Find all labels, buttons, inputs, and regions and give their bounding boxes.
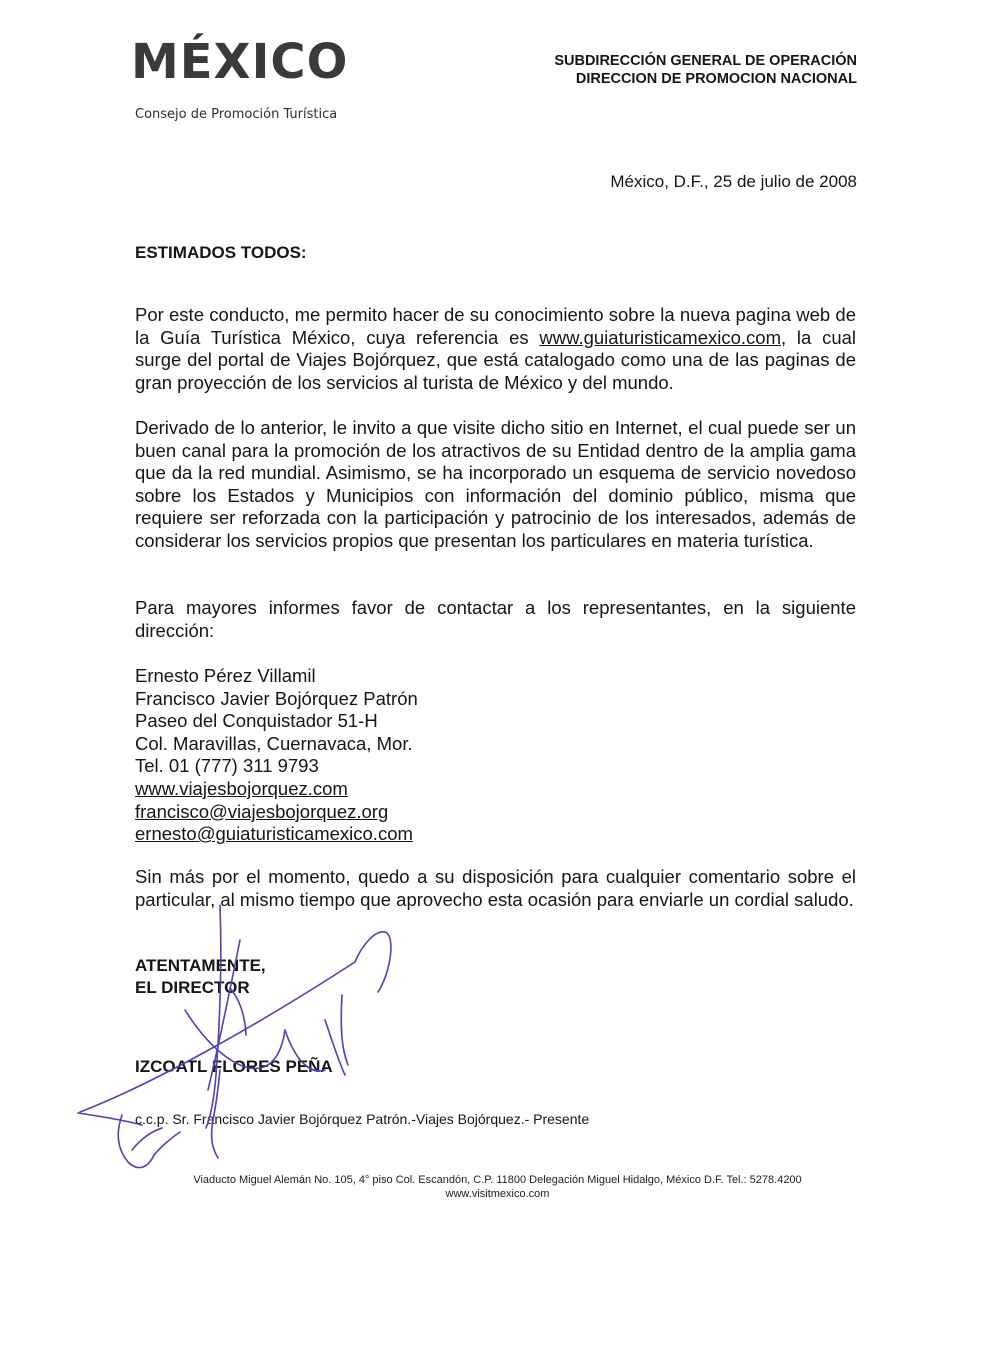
closing-line-1: ATENTAMENTE, bbox=[135, 956, 266, 975]
office-line-2: DIRECCION DE PROMOCION NACIONAL bbox=[575, 71, 857, 87]
paragraph-4-text: Sin más por el momento, quedo a su disposición para cualquier comentario sobre el particular, al mismo tiempo que aprovecho esta ocasión para enviarle un cordial saludo. bbox=[135, 866, 856, 910]
paragraph-2 bbox=[135, 417, 856, 553]
paragraph-3 bbox=[135, 597, 856, 642]
paragraph-1 bbox=[135, 304, 856, 394]
contact-phone: Tel. 01 (777) 311 9793 bbox=[135, 755, 319, 777]
letter-date: México, D.F., 25 de julio de 2008 bbox=[610, 172, 857, 191]
office-heading bbox=[554, 52, 857, 88]
contact-address-1: Paseo del Conquistador 51-H bbox=[135, 710, 378, 732]
footer-website: www.visitmexico.com bbox=[445, 1188, 550, 1200]
handwritten-signature bbox=[70, 900, 430, 1190]
contact-block bbox=[135, 665, 856, 846]
contact-website-link[interactable]: www.viajesbojorquez.com bbox=[135, 777, 348, 799]
logo-subtitle: Consejo de Promoción Turística bbox=[135, 107, 338, 122]
footer bbox=[0, 1173, 995, 1201]
contact-address-2: Col. Maravillas, Cuernavaca, Mor. bbox=[135, 732, 413, 754]
closing-block bbox=[135, 955, 266, 999]
contact-name-1: Ernesto Pérez Villamil bbox=[135, 665, 316, 686]
salutation: ESTIMADOS TODOS: bbox=[135, 243, 307, 262]
contact-name-2: Francisco Javier Bojórquez Patrón bbox=[135, 687, 418, 709]
paragraph-4 bbox=[135, 866, 856, 911]
paragraph-1-start: Por este conducto, me permito hacer de su conocimiento sobre la nueva pagina web de la Guía Turística México, cuya referencia es bbox=[135, 304, 856, 348]
contact-email-1-link[interactable]: francisco@viajesbojorquez.org bbox=[135, 800, 389, 822]
footer-address: Viaducto Miguel Alemán No. 105, 4° piso Col. Escandón, C.P. 11800 Delegación Miguel Hidalgo, México D.F. Tel.: 5278.4200 bbox=[193, 1174, 802, 1186]
closing-line-2: EL DIRECTOR bbox=[135, 978, 250, 997]
carbon-copy-line: c.c.p. Sr. Francisco Javier Bojórquez Patrón.-Viajes Bojórquez.- Presente bbox=[135, 1111, 590, 1127]
contact-email-2-link[interactable]: ernesto@guiaturisticamexico.com bbox=[135, 823, 413, 845]
paragraph-1-end: , la cual surge del portal de Viajes Bojórquez, que está catalogado como una de las paginas de gran proyección de los servicios al turista de México y del mundo. bbox=[135, 326, 857, 393]
office-line-1: SUBDIRECCIÓN GENERAL DE OPERACIÓN bbox=[554, 53, 857, 69]
paragraph-2-text: Derivado de lo anterior, le invito a que visite dicho sitio en Internet, el cual puede ser un buen canal para la promoción de los atractivos de su Entidad dentro de la amplia gama que da la red mundial. Asimismo, se ha incorporado un esquema de servicio novedoso sobre los Estados y Municipios con información del dominio público, misma que requiere ser reforzada con la participación y patrocinio de los interesados, además de considerar los servicios propios que presentan los particulares en materia turística. bbox=[135, 417, 856, 551]
signer-name: IZCOATL FLORES PEÑA bbox=[135, 1057, 333, 1076]
guia-turistica-link[interactable]: www.guiaturisticamexico.com bbox=[539, 326, 781, 348]
paragraph-3-text: Para mayores informes favor de contactar a los representantes, en la siguiente dirección: bbox=[135, 597, 856, 641]
mexico-logo: MÉXICO bbox=[131, 34, 349, 90]
